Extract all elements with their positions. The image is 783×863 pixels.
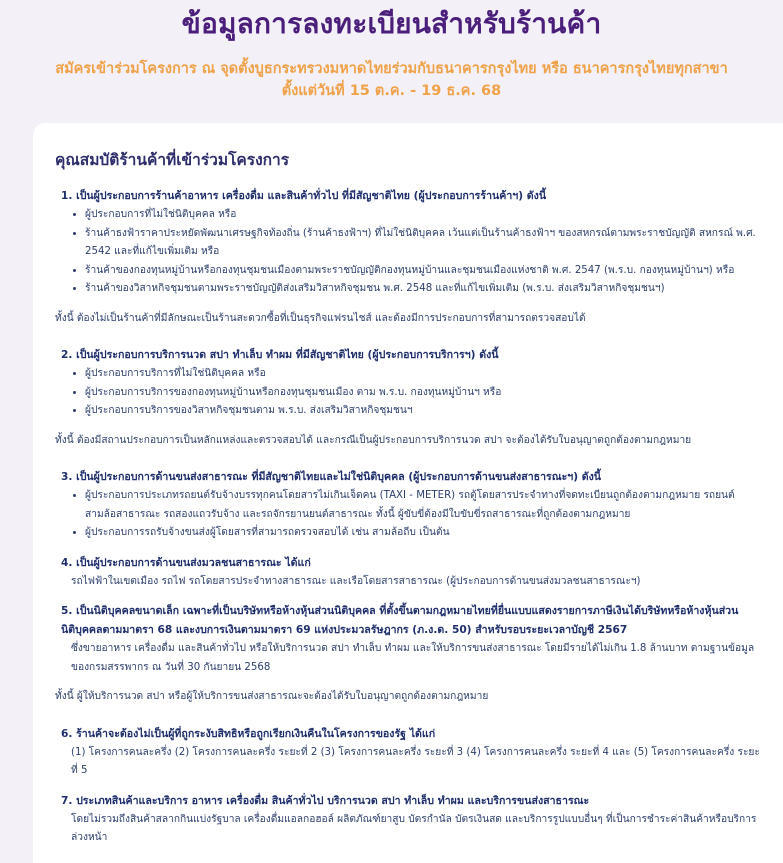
section-2-list xyxy=(61,365,763,421)
list-item: • ร้านค้าธงฟ้าราคาประหยัดพัฒนาเศรษฐกิจท้องถิ่น (ร้านค้าธงฟ้าฯ) ที่ไม่ใช่นิติบุคคล เว้นแต่เป็นร้านค้าธงฟ้าฯ ของสหกรณ์ตามพระราชบัญญัติ สหกรณ์ พ.ศ. 2542 และที่แก้ไขเพิ่มเติม หรือ xyxy=(85,225,763,262)
qualifications-card xyxy=(33,123,783,863)
section-7 xyxy=(61,792,763,848)
section-6 xyxy=(61,725,763,781)
section-2-heading: 2. เป็นผู้ประกอบการบริการนวด สปา ทำเล็บ ทำผม ที่มีสัญชาติไทย (ผู้ประกอบการบริการฯ) ดังนี้ xyxy=(61,349,499,361)
section-2-note: ทั้งนี้ ต้องมีสถานประกอบการเป็นหลักแหล่งและตรวจสอบได้ และกรณีเป็นผู้ประกอบการบริการนวด สปา จะต้องได้รับใบอนุญาตถูกต้องตามกฎหมาย xyxy=(55,434,692,446)
list-item: • ผู้ประกอบการบริการของวิสาหกิจชุมชนตาม พ.ร.บ. ส่งเสริมวิสาหกิจชุมชนฯ xyxy=(85,402,763,421)
section-3-list xyxy=(61,487,763,543)
section-5-note: ทั้งนี้ ผู้ให้บริการนวด สปา หรือผู้ให้บริการขนส่งสาธารณะจะต้องได้รับใบอนุญาตถูกต้องตามกฎหมาย xyxy=(55,691,489,702)
section-4 xyxy=(61,554,763,592)
list-item: • ผู้ประกอบการบริการของกองทุนหมู่บ้านหรือกองทุนชุมชนเมือง ตาม พ.ร.บ. กองทุนหมู่บ้านฯ หรือ xyxy=(85,384,763,403)
section-5 xyxy=(61,602,763,677)
list-item: • ผู้ประกอบการรถรับจ้างขนส่งผู้โดยสารที่สามารถตรวจสอบได้ เช่น สามล้อถีบ เป็นต้น xyxy=(85,524,763,543)
page-header xyxy=(0,0,783,102)
section-4-heading: 4. เป็นผู้ประกอบการด้านขนส่งมวลชนสาธารณะ ได้แก่ xyxy=(61,556,311,569)
section-6-text: (1) โครงการคนละครึ่ง (2) โครงการคนละครึ่ง ระยะที่ 2 (3) โครงการคนละครึ่ง ระยะที่ 3 (4) โครงการคนละครึ่ง ระยะที่ 4 และ (5) โครงการคนละครึ่ง ระยะที่ 5 xyxy=(71,746,760,776)
section-3 xyxy=(61,468,763,543)
section-1-heading: 1. เป็นผู้ประกอบการร้านค้าอาหาร เครื่องดื่ม และสินค้าทั่วไป ที่มีสัญชาติไทย (ผู้ประกอบการร้านค้าฯ) ดังนี้ xyxy=(61,190,547,202)
section-1-list xyxy=(61,206,763,299)
list-item: • ร้านค้าของวิสาหกิจชุมชนตามพระราชบัญญัติส่งเสริมวิสาหกิจชุมชน พ.ศ. 2548 และที่แก้ไขเพิ่มเติม (พ.ร.บ. ส่งเสริมวิสาหกิจชุมชนฯ) xyxy=(85,280,763,299)
subtitle-line-1: สมัครเข้าร่วมโครงการ ณ จุดตั้งบูธกระทรวงมหาดไทยร่วมกับธนาคารกรุงไทย หรือ ธนาคารกรุงไทยทุกสาขา xyxy=(55,61,728,77)
section-3-heading: 3. เป็นผู้ประกอบการด้านขนส่งสาธารณะ ที่มีสัญชาติไทยและไม่ใช่นิติบุคคล (ผู้ประกอบการด้านขนส่งสาธารณะฯ) ดังนี้ xyxy=(61,471,602,483)
card-title: คุณสมบัติร้านค้าที่เข้าร่วมโครงการ xyxy=(55,151,290,169)
list-item: • ผู้ประกอบการประเภทรถยนต์รับจ้างบรรทุกคนโดยสารไม่เกินเจ็ดคน (TAXI - METER) รถตู้โดยสารประจำทางที่จดทะเบียนถูกต้องตามกฎหมาย รถยนต์สามล้อสาธารณะ รถสองแถวรับจ้าง และรถจักรยานยนต์สาธารณะ ทั้งนี้ ผู้ขับขี่ต้องมีใบขับขี่รถสาธารณะที่ถูกต้องตามกฎหมาย xyxy=(85,487,763,524)
list-item: • ผู้ประกอบการบริการที่ไม่ใช่นิติบุคคล หรือ xyxy=(85,365,763,384)
section-5-heading xyxy=(61,602,763,640)
list-item: • ผู้ประกอบการที่ไม่ใช่นิติบุคคล หรือ xyxy=(85,206,763,225)
section-2 xyxy=(61,346,763,421)
section-7-text: โดยไม่รวมถึงสินค้าสลากกินแบ่งรัฐบาล เครื่องดื่มแอลกอฮอล์ ผลิตภัณฑ์ยาสูบ บัตรกำนัล บัตรเงินสด และบริการรูปแบบอื่นๆ ที่เป็นการชำระค่าสินค้าหรือบริการล่วงหน้า xyxy=(71,813,757,843)
list-item: • ร้านค้าของกองทุนหมู่บ้านหรือกองทุนชุมชนเมืองตามพระราชบัญญัติกองทุนหมู่บ้านและชุมชนเมืองแห่งชาติ พ.ศ. 2547 (พ.ร.บ. กองทุนหมู่บ้านฯ) หรือ xyxy=(85,262,763,281)
page-subtitle xyxy=(0,58,783,102)
section-7-heading: 7. ประเภทสินค้าและบริการ อาหาร เครื่องดื่ม สินค้าทั่วไป บริการนวด สปา ทำเล็บ ทำผม และบริการขนส่งสาธารณะ xyxy=(61,794,590,807)
section-4-text: รถไฟฟ้าในเขตเมือง รถไฟ รถโดยสารประจำทางสาธารณะ และเรือโดยสารสาธารณะ (ผู้ประกอบการด้านขนส่งมวลชนสาธารณะฯ) xyxy=(71,575,641,587)
section-5-text: ซึ่งขายอาหาร เครื่องดื่ม และสินค้าทั่วไป หรือให้บริการนวด สปา ทำเล็บ ทำผม และให้บริการขนส่งสาธารณะ โดยมีรายได้ไม่เกิน 1.8 ล้านบาท ตามฐานข้อมูลของกรมสรรพากร ณ วันที่ 30 กันยายน 2568 xyxy=(71,643,755,673)
section-1 xyxy=(61,187,763,299)
section-5-heading-line-2: นิติบุคคลตามมาตรา 68 และงบการเงินตามมาตรา 69 แห่งประมวลรัษฎากร (ภ.ง.ด. 50) สำหรับรอบระยะเวลาบัญชี 2567 xyxy=(61,624,628,636)
section-5-heading-line-1: 5. เป็นนิติบุคคลขนาดเล็ก เฉพาะที่เป็นบริษัทหรือห้างหุ้นส่วนนิติบุคคล ที่ตั้งขึ้นตามกฎหมายไทยที่ยื่นแบบแสดงรายการภาษีเงินได้บริษัทหรือห้างหุ้นส่วน xyxy=(61,605,739,617)
page-title: ข้อมูลการลงทะเบียนสำหรับร้านค้า xyxy=(181,7,602,40)
subtitle-line-2: ตั้งแต่วันที่ 15 ต.ค. - 19 ธ.ค. 68 xyxy=(281,83,502,99)
section-6-heading: 6. ร้านค้าจะต้องไม่เป็นผู้ที่ถูกระงับสิทธิหรือถูกเรียกเงินคืนในโครงการของรัฐ ได้แก่ xyxy=(61,727,436,740)
section-1-note: ทั้งนี้ ต้องไม่เป็นร้านค้าที่มีลักษณะเป็นร้านสะดวกซื้อที่เป็นธุรกิจแฟรนไชส์ และต้องมีการประกอบการที่สามารถตรวจสอบได้ xyxy=(55,312,586,324)
